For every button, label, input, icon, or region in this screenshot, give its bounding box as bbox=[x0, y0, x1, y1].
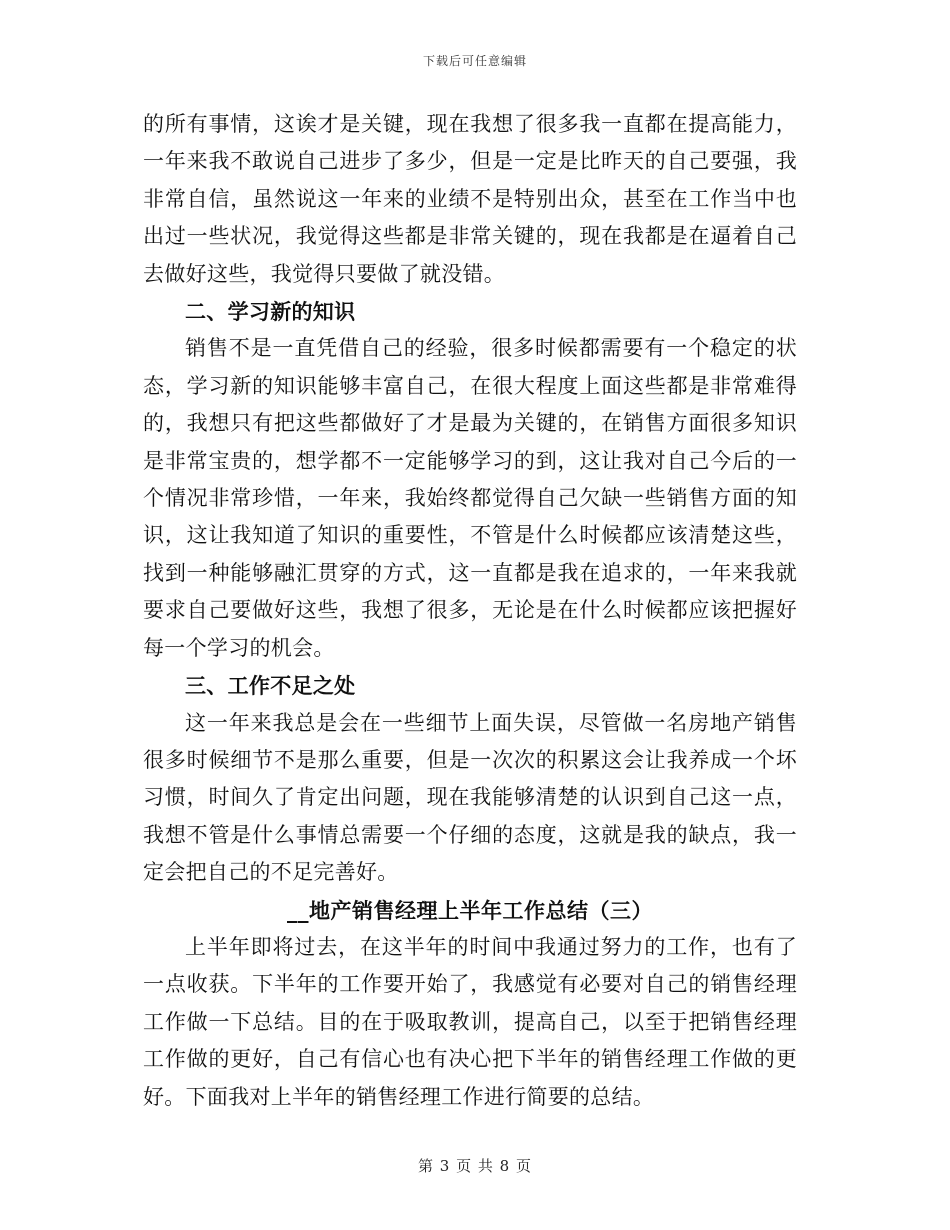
page-number: 第 3 页 共 8 页 bbox=[418, 1157, 532, 1175]
paragraph-learning: 销售不是一直凭借自己的经验，很多时候都需要有一个稳定的状态，学习新的知识能够丰富自己，在很大程度上面这些都是非常难得的，我想只有把这些都做好了才是最为关键的，在销售方面很多知识是非常宝贵的，想学都不一定能够学习的到，这让我对自己今后的一个情况非常珍惜，一年来，我始终都觉得自己欠缺一些销售方面的知识，这让我知道了知识的重要性，不管是什么时候都应该清楚这些，找到一种能够融汇贯穿的方式，这一直都是我在追求的，一年来我就要求自己要做好这些，我想了很多，无论是在什么时候都应该把握好每一个学习的机会。 bbox=[143, 336, 797, 660]
paragraph-shortcomings: 这一年来我总是会在一些细节上面失误，尽管做一名房地产销售很多时候细节不是那么重要，但是一次次的积累这会让我养成一个坏习惯，时间久了肯定出问题，现在我能够清楚的认识到自己这一点，我想不管是什么事情总需要一个仔细的态度，这就是我的缺点，我一定会把自己的不足完善好。 bbox=[143, 710, 797, 885]
paragraph-continued: 的所有事情，这诶才是关键，现在我想了很多我一直都在提高能力，一年来我不敢说自己进步了多少，但是一定是比昨天的自己要强，我非常自信，虽然说这一年来的业绩不是特别出众，甚至在工作当中也出过一些状况，我觉得这些都是非常关键的，现在我都是在逼着自己去做好这些，我觉得只要做了就没错。 bbox=[143, 112, 797, 286]
paragraph-summary-intro: 上半年即将过去，在这半年的时间中我通过努力的工作，也有了一点收获。下半年的工作要开始了，我感觉有必要对自己的销售经理工作做一下总结。目的在于吸取教训，提高自己，以至于把销售经理工作做的更好，自己有信心也有决心把下半年的销售经理工作做的更好。下面我对上半年的销售经理工作进行简要的总结。 bbox=[143, 934, 797, 1109]
section-heading-learning: 二、学习新的知识 bbox=[185, 299, 356, 325]
section-heading-shortcomings: 三、工作不足之处 bbox=[185, 673, 356, 699]
document-title: __地产销售经理上半年工作总结（三） bbox=[287, 897, 653, 923]
header-note: 下载后可任意编辑 bbox=[422, 54, 527, 68]
document-body bbox=[143, 106, 797, 1116]
